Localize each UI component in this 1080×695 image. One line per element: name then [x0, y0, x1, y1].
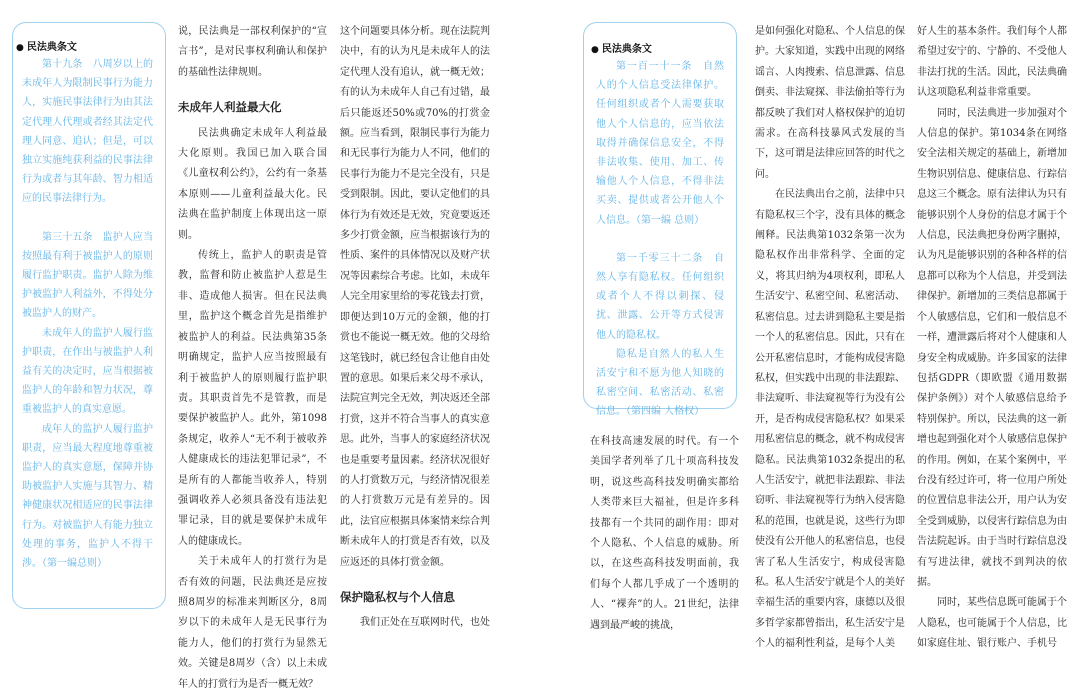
right-article-1032: 第一千零三十二条 自然人享有隐私权。任何组织或者个人不得以刺探、侵扰、泄露、公开等方式侵害他人的隐私权。 — [596, 252, 724, 341]
right-col3-para-2: 同时，民法典进一步加强对个人信息的保护。第1034条在网络安全法相关规定的基础上，新增加生物识别信息、健康信息、行踪信息这三个概念。原有法律认为只有能够识别个人身份的信息才属于个人信息，民法典把身份两字删掉，认为凡是能够识别的各种各样的信息都可以称为个人信息，并受到法律保护。新增加的三类信息都属于个人敏感信息，它们和一般信息不一样，遭泄露后将对个人健康和人身安全构成威胁。许多国家的法律包括GDPR（即欧盟《通用数据保护条例》）对个人敏感信息给予特别保护。所以，民法典的这一新增也起到强化对个人敏感信息保护的作用。例如，在某个案例中，平台没有经过许可，将一位用户所处的位置信息非法公开，用户认为安全受到威胁，以侵害行踪信息为由告法院起诉。由于当时行踪信息没有写进法律，就找不到判决的依据。 — [917, 107, 1067, 588]
left-article-35-2: 未成年人的监护人履行监护职责，在作出与被监护人利益有关的决定时，应当根据被监护人的年龄和智力状况，尊重被监护人的真实意愿。 — [22, 327, 153, 416]
right-col3-para-3: 同时，某些信息既可能属于个人隐私，也可能属于个人信息，比如家庭住址、银行账户、手机号 — [917, 597, 1067, 650]
left-article-35-3: 成年人的监护人履行监护职责，应当最大程度地尊重被监护人的真实意愿，保障并协助被监护人实施与其智力、精神健康状况相适应的民事法律行为。对被监护人有能力独立处理的事务，监护人不得干涉。（第一编总则） — [22, 423, 153, 570]
left-page — [0, 0, 535, 690]
right-article-111: 第一百一十一条 自然人的个人信息受法律保护。任何组织或者个人需要获取他人个人信息的，应当依法取得并确保信息安全，不得非法收集、使用、加工、传输他人个人信息，不得非法买卖、提供或者公开他人个人信息。（第一编 总则） — [596, 61, 724, 226]
left-article-19: 第十九条 八周岁以上的未成年人为限制民事行为能力人，实施民事法律行为由其法定代理人代理或者经其法定代理人同意、追认；但是，可以独立实施纯获利益的民事法律行为或者与其年龄、智力相适应的民事法律行为。 — [22, 59, 153, 205]
right-col1-para: 在科技高速发展的时代。有一个美国学者列举了几十项高科技发明，说这些高科技发明确实都给人类带来巨大福祉，但是许多科技都有一个共同的副作用：即对个人隐私、个人信息的威胁。所以，在这些高科技发明面前，我们每个人都几乎成了一个透明的人、“裸奔”的人。21世纪，法律遇到最严峻的挑战， — [590, 436, 739, 631]
right-column-2 — [755, 22, 905, 655]
left-sidebar-title: ● 民法典条文 — [16, 42, 77, 53]
right-column-3 — [917, 22, 1067, 655]
heading-privacy: 保护隐私权与个人信息 — [340, 589, 455, 604]
right-sidebar-title: ● 民法典条文 — [591, 44, 652, 55]
col1-para-3: 关于未成年人的打赏行为是否有效的问题，民法典还是应按照8周岁的标准来判断区分，8周岁以下的未成年人是无民事行为能力人，他们的打赏行为显然无效。关键是8周岁（含）以上未成年人的打赏行为是否一概无效？ — [178, 556, 327, 690]
right-col2-para-2: 在民法典出台之前，法律中只有隐私权三个字，没有具体的概念阐释。民法典第1032条第一次为隐私权作出非常科学、全面的定义，将其归纳为4项权利，即私人生活安宁、私密空间、私密活动、私密信息。过去讲到隐私主要是指一个人的私密信息。因此，只有在公开私密信息时，才能构成侵害隐私权，但实践中出现的非法跟踪、非法窥听、非法窥视等行为没有公开，是否构成侵害隐私权？如果采用私密信息的概念，就不构成侵害隐私。民法典第1032条提出的私人生活安宁，就把非法跟踪、非法窃听、非法窥视等行为纳入侵害隐私的范围，也就是说，这些行为即使没有公开他人的私密信息，也侵害了私人生活安宁，构成侵害隐私。私人生活安宁就是个人的美好幸福生活的重要内容，康德以及很多哲学家都曾指出，私生活安宁是个人的福利性利益，是每个人美 — [755, 189, 905, 650]
col1-para-2: 传统上，监护人的职责是管教，监督和防止被监护人惹是生非、造成他人损害。但在民法典里，监护这个概念首先是指维护被监护人的利益。民法典第35条明确规定，监护人应当按照最有利于被监护人的原则履行监护职责。其职责首先不是管教，而是要保护被监护人。此外，第1098条规定，收养人“无不利于被收养人健康成长的违法犯罪记录”，不是所有的人都能当收养人，特别强调收养人必须具备没有违法犯罪记录，目的就是要保护未成年人的健康成长。 — [178, 250, 327, 547]
right-article-1032-2: 隐私是自然人的私人生活安宁和不愿为他人知晓的私密空间、私密活动、私密信息。（第四编 人格权） — [596, 348, 724, 418]
left-article-35: 第三十五条 监护人应当按照最有利于被监护人的原则履行监护职责。监护人除为维护被监护人利益外，不得处分被监护人的财产。 — [22, 231, 153, 320]
right-col3-para-1: 好人生的基本条件。我们每个人都希望过安宁的、宁静的、不受他人非法打扰的生活。因此，民法典确认这项隐私利益非常重要。 — [917, 26, 1067, 99]
col2-last: 我们正处在互联网时代，也处 — [360, 617, 490, 629]
col1-para-1: 民法典确定未成年人利益最大化原则。我国已加入联合国《儿童权利公约》，公约有一条基本原则——儿童利益最大化。民法典在监护制度上体现出这一原则。 — [178, 127, 327, 241]
right-col2-para-1: 是如何强化对隐私、个人信息的保护。大家知道，实践中出现的网络谣言、人肉搜索、信息泄露、信息倒卖、非法窥探、非法偷拍等行为都反映了我们对人格权保护的迫切需求。在高科技暴风式发展的当下，这可谓是法律应回答的时代之问。 — [755, 26, 905, 180]
heading-minor-interest: 未成年人利益最大化 — [178, 100, 282, 115]
left-column-1 — [178, 22, 327, 695]
left-column-2 — [340, 22, 490, 634]
bullet-icon: ● — [16, 43, 24, 53]
col2-para-1: 这个问题要具体分析。现在法院判决中，有的认为凡是未成年人的法定代理人没有追认，就一概无效；有的认为未成年人自己有过错，最后只能返还50%或70%的打赏金额。应当看到，限制民事行为能力和无民事行为能力人不同，他们的民事行为能力不是完全没有，只是受到限制。因此，要认定他们的具体行为有效还是无效，究竟要返还多少打赏金额，应当根据该行为的性质、案件的具体情况以及财产状况等因素综合考虑。比如，未成年人完全用家里给的零花钱去打赏，即便达到10万元的金额，他的打赏也不能说一概无效。他的父母给这笔钱时，就已经包含让他自由处置的意思。如果后来父母不承认，法院宣判完全无效，判决返还全部打赏，这并不符合当事人的真实意思。此外，当事人的家庭经济状况也是重要考量因素。经济状况很好的人打赏数万元，与经济情况很差的人打赏数万元是有差异的。因此，法官应根据具体案情来综合判断未成年人的打赏是否有效，以及应返还的具体打赏金额。 — [340, 26, 490, 568]
right-column-1-lower — [590, 432, 739, 636]
left-sidebar-text — [22, 55, 153, 573]
right-sidebar-text — [596, 57, 724, 422]
col1-intro: 说，民法典是一部权利保护的“宣言书”，是对民事权利确认和保护的基础性法律规则。 — [178, 26, 327, 78]
right-page — [540, 0, 1080, 650]
bullet-icon: ● — [591, 45, 599, 55]
